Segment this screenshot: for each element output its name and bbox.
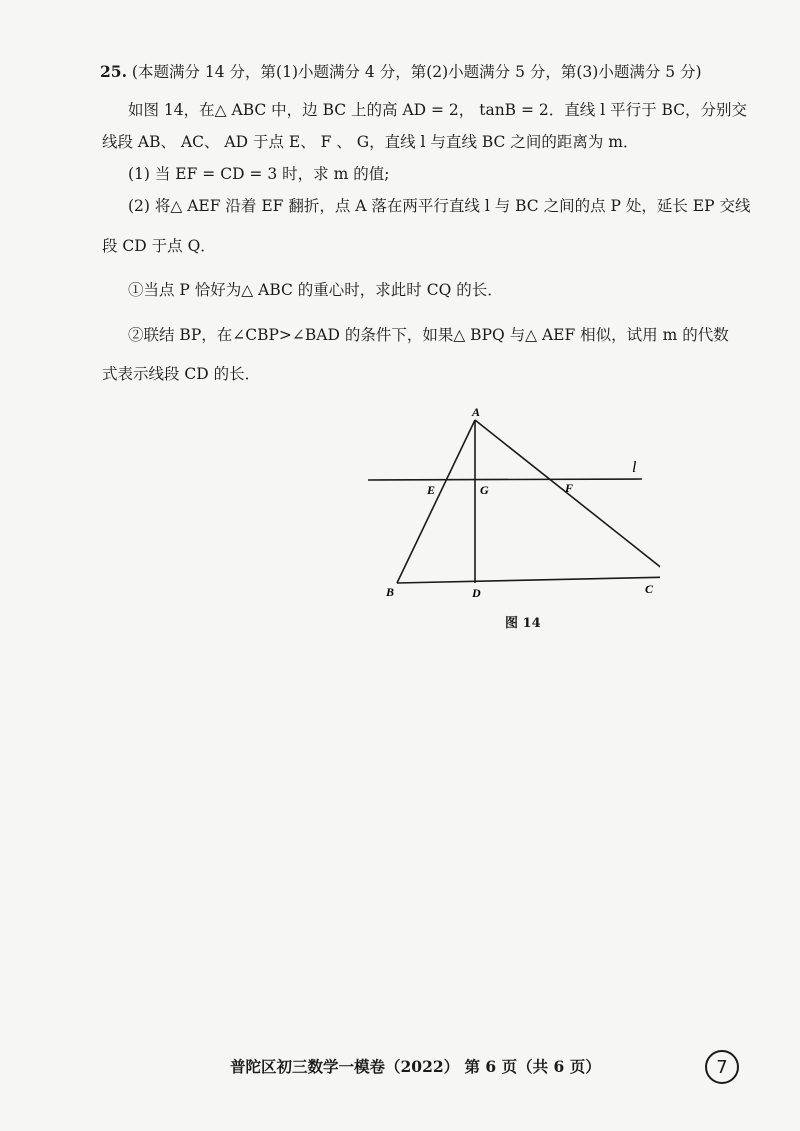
segment-bc [397,577,660,583]
part-1: (1) 当 EF = CD = 3 时，求 m 的值; [128,165,390,183]
sub-question-2-line-1: ②联结 BP，在∠CBP>∠BAD 的条件下，如果△ BPQ 与△ AEF 相似，试用 m 的代数 [128,326,729,344]
label-b: B [386,585,395,599]
label-d: D [472,586,481,600]
page-footer: 普陀区初三数学一模卷（2022） 第 6 页（共 6 页） [230,1057,601,1076]
page-number-circle: 7 [705,1050,739,1084]
part-2-line-2: 段 CD 于点 Q． [102,237,216,255]
line-l [368,479,642,480]
problem-number: 25. [100,62,127,81]
label-g: G [480,483,489,497]
intro-line-1: 如图 14，在△ ABC 中，边 BC 上的高 AD = 2， tanB = 2．直线 l 平行于 BC，分别交 [128,101,748,119]
label-a: A [472,405,481,419]
label-f: F [565,481,574,495]
part-2-line-1: (2) 将△ AEF 沿着 EF 翻折，点 A 落在两平行直线 l 与 BC 之间的点 P 处，延长 EP 交线 [128,197,751,215]
figure-caption: 图 14 [505,616,541,631]
segment-ab [397,420,475,583]
intro-line-2: 线段 AB、 AC、 AD 于点 E、 F 、 G，直线 l 与直线 BC 之间的距离为 m． [102,133,639,151]
label-l: l [632,459,637,476]
sub-question-1: ①当点 P 恰好为△ ABC 的重心时，求此时 CQ 的长． [128,281,503,299]
score-note: (本题满分 14 分，第(1)小题满分 4 分，第(2)小题满分 5 分，第(3)小题满分 5 分) [131,63,702,81]
problem-header [100,62,702,82]
geometry-figure [360,400,660,600]
label-c: C [645,582,654,596]
sub-question-2-line-2: 式表示线段 CD 的长． [102,365,261,383]
label-e: E [427,483,436,497]
segment-ac [475,420,660,577]
